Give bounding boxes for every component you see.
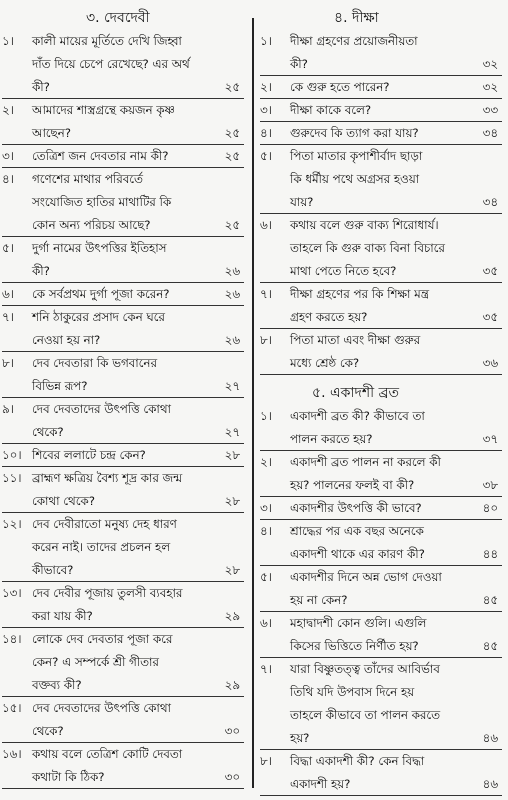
entry-number: ১৬। (2, 747, 22, 761)
entry-number: ১১। (2, 471, 22, 485)
toc-entry (258, 750, 504, 796)
toc-entry (0, 743, 246, 789)
toc-entry (0, 237, 246, 283)
entry-page-number: ২৫ (224, 218, 240, 232)
entry-number: ১২। (2, 517, 22, 531)
toc-entry (258, 30, 504, 76)
entry-page-number: ৩৪ (482, 126, 498, 140)
toc-entry (258, 283, 504, 329)
entry-text-line: আছেন? (32, 126, 71, 140)
toc-entry (258, 76, 504, 99)
entry-text-line: কি ধর্মীয় পথে অগ্রসর হওয়া (290, 172, 420, 186)
entry-number: ৭। (260, 287, 272, 301)
entry-page-number: ৪৫ (482, 593, 498, 607)
toc-entry (258, 405, 504, 451)
toc-entry (0, 444, 246, 467)
entry-text-line: হয়? পালনের ফলই বা কী? (290, 478, 415, 492)
entry-text-line: বিভিন্ন রূপ? (32, 379, 88, 393)
toc-entry (0, 513, 246, 582)
entry-text-line: তেত্রিশ জন দেবতার নাম কী? (32, 149, 169, 163)
entry-number: ৬। (260, 616, 272, 630)
entry-page-number: ৩৫ (482, 310, 498, 324)
toc-entry (258, 99, 504, 122)
toc-entry (0, 398, 246, 444)
entry-number: ৭। (2, 310, 14, 324)
entry-text-line: হয় না কেন? (290, 593, 348, 607)
entry-text-line: গ্রহণ করতে হয়? (290, 310, 368, 324)
entry-page-number: ২৭ (224, 425, 240, 439)
entry-text-line: যায়? (290, 195, 314, 209)
toc-entry (0, 582, 246, 628)
entry-number: ৪। (260, 524, 272, 538)
entry-page-number: ৩২ (482, 80, 498, 94)
entry-text-line: দীক্ষা গ্রহণের পর কি শিক্ষা মন্ত্র (290, 287, 429, 301)
entry-number: ৫। (260, 570, 272, 584)
entry-divider (2, 788, 244, 789)
entry-number: ১৪। (2, 632, 22, 646)
entry-page-number: ৪৬ (482, 777, 498, 791)
entry-text-line: মাথা পেতে নিতে হবে? (290, 264, 397, 278)
entry-text-line: থেকে? (32, 724, 64, 738)
toc-entry (0, 697, 246, 743)
entry-number: ১। (2, 34, 14, 48)
entry-text-line: গুরুদেব কি ত্যাগ করা যায়? (290, 126, 419, 140)
entry-text-line: আমাদের শাস্ত্রগ্রন্থে কয়জন কৃষ্ণ (32, 103, 175, 117)
entry-text-line: পিতা মাতার কৃপাশীর্বাদ ছাড়া (290, 149, 423, 163)
entry-page-number: ৩২ (482, 57, 498, 71)
toc-entry (0, 467, 246, 513)
entry-page-number: ২৫ (224, 126, 240, 140)
entry-number: ৯। (2, 402, 14, 416)
entry-text-line: কী? (32, 264, 50, 278)
entry-text-line: একাদশী ব্রত কী? কীভাবে তা (290, 409, 425, 423)
entry-page-number: ৩০ (224, 724, 240, 738)
entry-number: ৮। (2, 356, 14, 370)
toc-entry (258, 520, 504, 566)
entry-text-line: কোন অন্য পরিচয় আছে? (32, 218, 151, 232)
entry-text-line: দেব দেবতারা কি ভগবানের (32, 356, 157, 370)
entry-page-number: ৩৩ (482, 103, 498, 117)
entry-number: ৬। (2, 287, 14, 301)
entry-text-line: থেকে? (32, 425, 64, 439)
toc-entry (0, 306, 246, 352)
entry-text-line: করা যায় কী? (32, 609, 93, 623)
entry-text-line: একাদশীর দিনে অন্ন ভোগ দেওয়া (290, 570, 442, 584)
entry-page-number: ৩৪ (482, 195, 498, 209)
toc-entry (258, 145, 504, 214)
entry-text-line: নেওয়া হয় না? (32, 333, 101, 347)
toc-entry (0, 30, 246, 99)
entry-text-line: দাঁত দিয়ে চেপে রেখেছে? এর অর্থ (32, 57, 190, 71)
toc-entry (0, 283, 246, 306)
entry-text-line: দেব দেবীরাতো মনুষ্য দেহ ধারণ (32, 517, 177, 531)
entry-page-number: ২৫ (224, 80, 240, 94)
entry-page-number: ৪৫ (482, 639, 498, 653)
entry-text-line: মধ্যে শ্রেষ্ঠ কে? (290, 356, 360, 370)
entry-text-line: তাহলে কি গুরু বাক্য বিনা বিচারে (290, 241, 445, 255)
section-heading-ekadashi: ৫. একাদশী ব্রত (312, 385, 400, 401)
entry-number: ৪। (2, 172, 14, 186)
entry-number: ১৩। (2, 586, 22, 600)
toc-entry (258, 214, 504, 283)
entry-text-line: কথায় বলে গুরু বাক্য শিরোধার্য। (290, 218, 439, 232)
entry-text-line: কে গুরু হতে পারেন? (290, 80, 390, 94)
toc-entry (258, 329, 504, 375)
entry-text-line: শিবের ললাটে চন্দ্র কেন? (32, 448, 146, 462)
entry-divider (260, 795, 502, 796)
entry-text-line: পালন করতে হয়? (290, 432, 373, 446)
entry-text-line: দীক্ষা গ্রহণের প্রয়োজনীয়তা (290, 34, 418, 48)
entry-text-line: একাদশীর উৎপত্তি কী ভাবে? (290, 501, 422, 515)
entry-number: ৩। (260, 501, 272, 515)
entry-page-number: ৪০ (482, 501, 498, 515)
entry-page-number: ৩৮ (482, 478, 498, 492)
entry-text-line: করেন নাই। তাদের প্রচলন হল (32, 540, 171, 554)
entry-page-number: ৩৬ (482, 356, 498, 370)
entry-number: ৩। (2, 149, 14, 163)
entry-page-number: ২৭ (224, 379, 240, 393)
entry-text-line: বক্তব্য কী? (32, 678, 82, 692)
entry-page-number: ২৬ (224, 264, 240, 278)
entry-text-line: কে সর্বপ্রথম দুর্গা পূজা করেন? (32, 287, 170, 301)
toc-entry (0, 168, 246, 237)
entry-number: ৪। (260, 126, 272, 140)
entry-number: ৫। (260, 149, 272, 163)
toc-entry (258, 658, 504, 750)
entry-text-line: কোথা থেকে? (32, 494, 95, 508)
toc-entry (258, 497, 504, 520)
section-heading-diksha: ৪. দীক্ষা (334, 10, 379, 26)
entry-page-number: ২৮ (224, 563, 240, 577)
entry-number: ৬। (260, 218, 272, 232)
entry-number: ৩। (260, 103, 272, 117)
entry-text-line: তাহলে কীভাবে তা পালন করতে (290, 708, 441, 722)
entry-text-line: কালী মায়ের মূর্তিতে দেখি জিহ্বা (32, 34, 182, 48)
entry-page-number: ২৯ (224, 609, 240, 623)
entry-text-line: ব্রাহ্মণ ক্ষত্রিয় বৈশ্য শূদ্র কার জন্ম (32, 471, 183, 485)
entry-text-line: দীক্ষা কাকে বলে? (290, 103, 372, 117)
toc-entry (258, 451, 504, 497)
entry-number: ১৫। (2, 701, 22, 715)
entry-number: ২। (260, 455, 272, 469)
entry-text-line: হয়? (290, 731, 310, 745)
entry-text-line: কথাটা কি ঠিক? (32, 770, 105, 784)
entry-text-line: কী? (290, 57, 308, 71)
toc-entry (258, 122, 504, 145)
entry-text-line: মহাদ্বাদশী কোন গুলি। এগুলি (290, 616, 427, 630)
entry-page-number: ২৯ (224, 678, 240, 692)
entry-number: ৮। (260, 333, 272, 347)
entry-page-number: ২৬ (224, 287, 240, 301)
entry-text-line: একাদশী ব্রত পালন না করলে কী (290, 455, 441, 469)
entry-page-number: ২৬ (224, 333, 240, 347)
entry-text-line: সংযোজিত হাতির মাথাটির কি (32, 195, 172, 209)
entry-number: ৮। (260, 754, 272, 768)
section-heading-devdevi: ৩. দেবদেবী (86, 10, 150, 26)
toc-entry (0, 99, 246, 145)
entry-number: ২। (260, 80, 272, 94)
entry-page-number: ৩৫ (482, 264, 498, 278)
entry-text-line: কীভাবে? (32, 563, 74, 577)
entry-text-line: দেব দেবতাদের উৎপত্তি কোথা (32, 402, 171, 416)
entry-text-line: একাদশী থাকে এর কারণ কী? (290, 547, 425, 561)
entry-text-line: বিদ্ধা একাদশী কী? কেন বিদ্ধা (290, 754, 425, 768)
toc-entry (258, 566, 504, 612)
entry-page-number: ৪৬ (482, 731, 498, 745)
entry-text-line: পিতা মাতা এবং দীক্ষা গুরুর (290, 333, 421, 347)
entry-page-number: ২৫ (224, 149, 240, 163)
entry-number: ১০। (2, 448, 22, 462)
toc-entry (0, 628, 246, 697)
entry-number: ৭। (260, 662, 272, 676)
entry-text-line: কী? (32, 80, 50, 94)
entry-text-line: একাদশী হয়? (290, 777, 351, 791)
toc-entry (0, 352, 246, 398)
entry-divider (260, 374, 502, 375)
entry-page-number: ২৮ (224, 448, 240, 462)
entry-number: ১। (260, 34, 272, 48)
entry-text-line: তিথি যদি উপবাস দিনে হয় (290, 685, 415, 699)
entry-page-number: ২৮ (224, 494, 240, 508)
entry-page-number: ৪৪ (482, 547, 498, 561)
toc-entry (258, 612, 504, 658)
entry-page-number: ৩০ (224, 770, 240, 784)
entry-text-line: কেন? এ সম্পর্কে শ্রী গীতার (32, 655, 159, 669)
column-divider (252, 18, 254, 788)
entry-text-line: শ্রাদ্ধের পর এক বছর অনেকে (290, 524, 424, 538)
entry-text-line: কিসের ভিত্তিতে নির্ণীত হয়? (290, 639, 419, 653)
entry-text-line: কথায় বলে তেত্রিশ কোটি দেবতা (32, 747, 183, 761)
toc-entry (0, 145, 246, 168)
entry-text-line: যারা বিষ্ণুতত্ত্ব তাঁদের আবির্ভাব (290, 662, 440, 676)
entry-number: ৫। (2, 241, 14, 255)
entry-text-line: দেব দেবীর পূজায় তুলসী ব্যবহার (32, 586, 183, 600)
entry-text-line: শনি ঠাকুরের প্রসাদ কেন ঘরে (32, 310, 165, 324)
entry-page-number: ৩৭ (482, 432, 498, 446)
entry-text-line: দুর্গা নামের উৎপত্তির ইতিহাস (32, 241, 167, 255)
entry-number: ২। (2, 103, 14, 117)
entry-text-line: গণেশের মাথার পরিবর্তে (32, 172, 143, 186)
entry-number: ১। (260, 409, 272, 423)
entry-text-line: দেব দেবতাদের উৎপত্তি কোথা (32, 701, 171, 715)
entry-text-line: লোকে দেব দেবতার পূজা করে (32, 632, 173, 646)
